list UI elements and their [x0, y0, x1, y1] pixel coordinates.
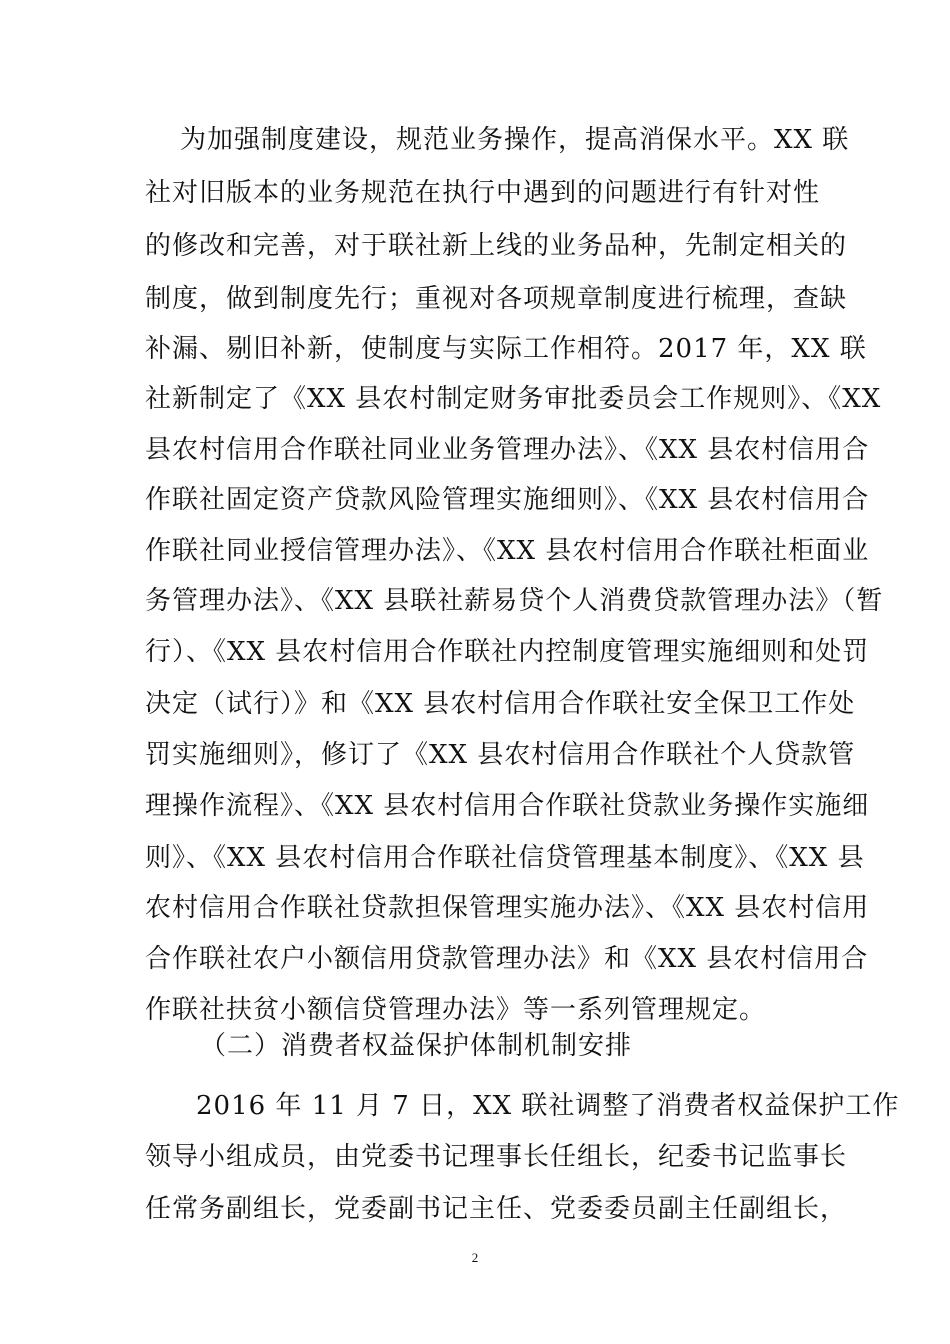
paragraph-line: 县农村信用合作联社同业业务管理办法》、《XX 县农村信用合 — [145, 435, 870, 465]
paragraph-line: 则》、《XX 县农村信用合作联社信贷管理基本制度》、《XX 县 — [145, 843, 865, 873]
paragraph-line: 制度，做到制度先行；重视对各项规章制度进行梳理，查缺 — [145, 284, 848, 314]
paragraph-line: 社新制定了《XX 县农村制定财务审批委员会工作规则》、《XX — [145, 384, 882, 414]
page-number: 2 — [471, 1250, 479, 1265]
paragraph-line: 务管理办法》、《XX 县联社薪易贷个人消费贷款管理办法》（暂 — [145, 586, 884, 616]
paragraph-line: 任常务副组长，党委副书记主任、党委委员副主任副组长， — [145, 1194, 848, 1224]
paragraph-line: 罚实施细则》，修订了《XX 县农村信用合作联社个人贷款管 — [145, 740, 856, 770]
section-heading: （二）消费者权益保护体制机制安排 — [200, 1031, 633, 1061]
paragraph-line: 领导小组成员，由党委书记理事长任组长，纪委书记监事长 — [145, 1142, 848, 1172]
paragraph-line: 行）、《XX 县农村信用合作联社内控制度管理实施细则和处罚 — [145, 637, 870, 667]
paragraph-line: 补漏、剔旧补新，使制度与实际工作相符。2017 年，XX 联 — [145, 334, 867, 364]
paragraph-line: 决定（试行）》和《XX 县农村信用合作联社安全保卫工作处 — [145, 689, 856, 719]
paragraph-line: 农村信用合作联社贷款担保管理实施办法》、《XX 县农村信用 — [145, 893, 870, 923]
paragraph-line: 理操作流程》、《XX 县农村信用合作联社贷款业务操作实施细 — [145, 791, 870, 821]
paragraph-line: 作联社同业授信管理办法》、《XX 县农村信用合作联社柜面业 — [145, 536, 870, 566]
paragraph-line: 作联社扶贫小额信贷管理办法》等一系列管理规定。 — [145, 995, 767, 1025]
paragraph-line: 为加强制度建设，规范业务操作，提高消保水平。XX 联 — [180, 125, 850, 155]
paragraph-line: 的修改和完善，对于联社新上线的业务品种，先制定相关的 — [145, 231, 848, 261]
paragraph-line: 作联社固定资产贷款风险管理实施细则》、《XX 县农村信用合 — [145, 485, 870, 515]
paragraph-line: 2016 年 11 月 7 日，XX 联社调整了消费者权益保护工作 — [196, 1091, 900, 1121]
paragraph-line: 社对旧版本的业务规范在执行中遇到的问题进行有针对性 — [145, 178, 821, 208]
paragraph-line: 合作联社农户小额信用贷款管理办法》和《XX 县农村信用合 — [145, 944, 869, 974]
